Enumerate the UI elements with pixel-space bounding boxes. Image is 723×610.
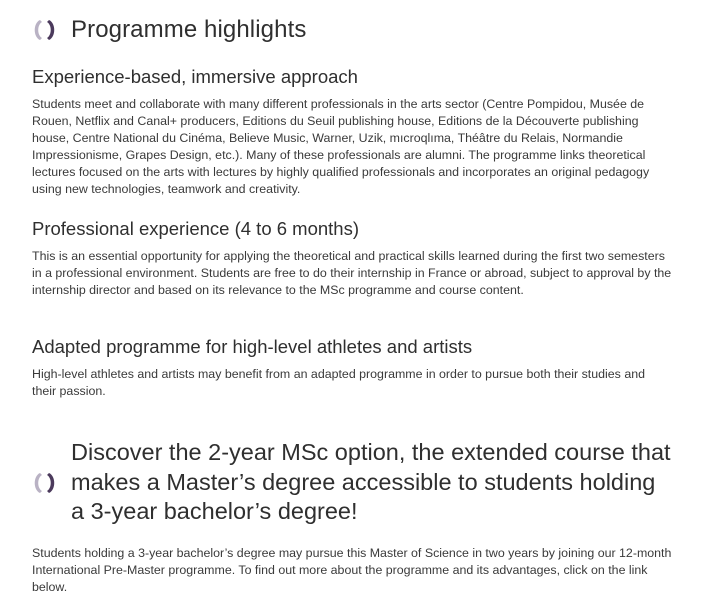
discover-title: Discover the 2-year MSc option, the extended course that makes a Master’s degree accessible to students holding a 3-year bachelor’s degree! bbox=[71, 439, 671, 524]
programme-highlights-header bbox=[32, 16, 306, 44]
section-text: This is an essential opportunity for applying the theoretical and practical skills learned during the first two semesters in a professional environment. Students are free to do their internship in France or abroad, subject to approval by the internship director and based on its relevance to the MSc programme and course content. bbox=[32, 249, 672, 297]
brand-parentheses-icon bbox=[32, 472, 58, 494]
brand-parentheses-icon bbox=[32, 19, 58, 41]
section-text: Students meet and collaborate with many different professionals in the arts sector (Centre Pompidou, Musée de Rouen, Netflix and Canal+ producers, Editions du Seuil publishing house, Editions de la Découverte publishing house, Centre National du Cinéma, Believe Music, Warner, Uzik, mıcroqlıma, Théâtre du Relais, Normandie Impressionisme, Grapes Design, etc.). Many of these professionals are alumni. The programme links theoretical lectures focused on the arts with lectures by highly qualified professionals and incorporates an original pedagogy using new technologies, teamwork and creativity. bbox=[32, 97, 650, 196]
section-professional-experience bbox=[32, 218, 672, 299]
section-adapted-programme bbox=[32, 336, 672, 400]
section-heading: Adapted programme for high-level athletes and artists bbox=[32, 336, 473, 357]
discover-msc-header bbox=[32, 438, 672, 527]
section-heading: Experience-based, immersive approach bbox=[32, 66, 358, 87]
section-immersive-approach bbox=[32, 66, 672, 198]
discover-text: Students holding a 3-year bachelor’s degree may pursue this Master of Science in two years by joining our 12-month International Pre-Master programme. To find out more about the programme and its advantages, click on the link below. bbox=[32, 546, 672, 594]
page-title: Programme highlights bbox=[71, 16, 307, 43]
discover-section bbox=[32, 545, 672, 596]
section-heading: Professional experience (4 to 6 months) bbox=[32, 218, 360, 239]
section-text: High-level athletes and artists may benefit from an adapted programme in order to pursue both their studies and their passion. bbox=[32, 367, 645, 398]
